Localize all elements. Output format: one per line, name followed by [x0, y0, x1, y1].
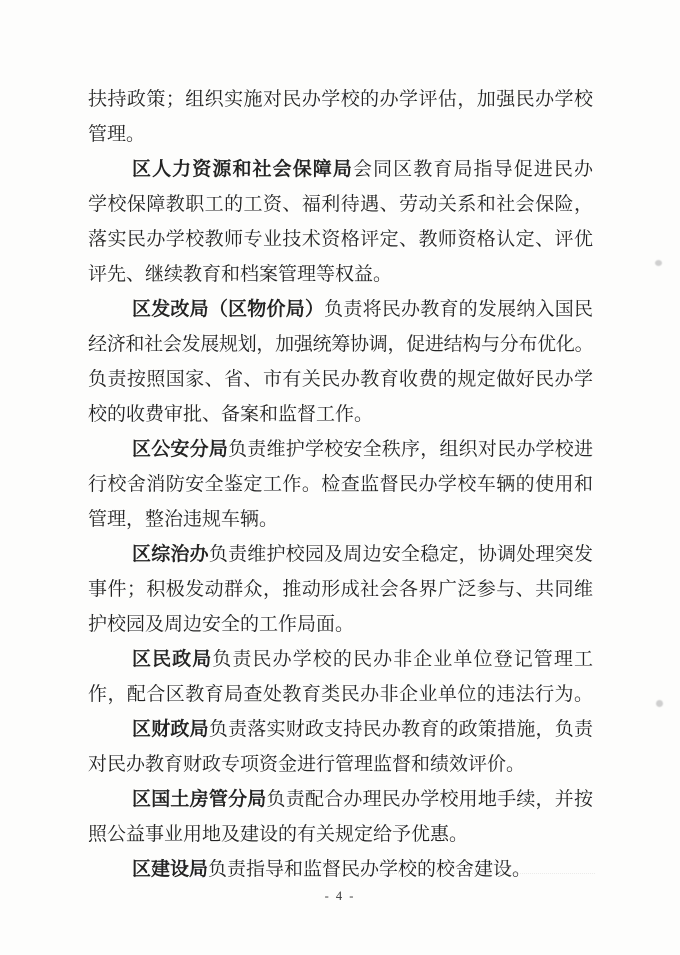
text-line: [88, 537, 593, 572]
line-text: 负责维护校园及周边安全稳定，协调处理突发: [208, 544, 593, 565]
line-text: 负责配合办理民办学校用地手续，并按: [266, 789, 593, 810]
line-text: 学校保障教职工的工资、福利待遇、劳动关系和社会保险，: [88, 194, 593, 215]
agency-name-bold: 区公安分局: [132, 439, 229, 460]
scan-smudge-artifact: [656, 700, 663, 707]
line-text: 校的收费审批、备案和监督工作。: [88, 404, 374, 425]
line-text: 评先、继续教育和档案管理等权益。: [88, 264, 393, 285]
agency-name-bold: 区人力资源和社会保障局: [132, 159, 353, 180]
page-number: - 4 -: [324, 889, 356, 903]
line-text: 照公益事业用地及建设的有关规定给予优惠。: [88, 824, 469, 845]
line-text: 扶持政策；组织实施对民办学校的办学评估，加强民办学校: [88, 89, 593, 110]
agency-name-bold: 区综治办: [132, 544, 209, 565]
line-text: 负责民办学校的民办非企业单位登记管理工: [212, 649, 593, 670]
scan-streak-artifact: [250, 873, 595, 875]
line-text: 负责落实财政支持民办教育的政策措施，负责: [208, 719, 593, 740]
text-line: [88, 502, 593, 537]
text-line: [88, 222, 593, 257]
agency-name-bold: 区发改局（区物价局）: [132, 299, 325, 320]
text-line: [88, 467, 593, 502]
text-line: [88, 292, 593, 327]
text-line: [88, 327, 593, 362]
agency-name-bold: 区国土房管分局: [132, 789, 267, 810]
text-line: [88, 257, 593, 292]
line-text: 管理。: [88, 124, 146, 145]
document-body: [88, 82, 593, 887]
agency-name-bold: 区建设局: [132, 859, 209, 880]
agency-name-bold: 区财政局: [132, 719, 209, 740]
text-line: [88, 852, 593, 887]
line-text: 负责指导和监督民办学校的校舍建设。: [208, 859, 532, 880]
line-text: 负责维护学校安全秩序，组织对民办学校进: [228, 439, 593, 460]
line-text: 负责按照国家、省、市有关民办教育收费的规定做好民办学: [88, 369, 593, 390]
agency-name-bold: 区民政局: [132, 649, 213, 670]
text-line: [88, 152, 593, 187]
text-line: [88, 817, 593, 852]
text-line: [88, 642, 593, 677]
text-line: [88, 677, 593, 712]
text-line: [88, 712, 593, 747]
line-text: 行校舍消防安全鉴定工作。检查监督民办学校车辆的使用和: [88, 474, 593, 495]
text-line: [88, 82, 593, 117]
line-text: 护校园及周边安全的工作局面。: [88, 614, 355, 635]
text-line: [88, 572, 593, 607]
text-line: [88, 607, 593, 642]
text-line: [88, 747, 593, 782]
line-text: 经济和社会发展规划，加强统筹协调，促进结构与分布优化。: [88, 334, 593, 355]
text-line: [88, 397, 593, 432]
line-text: 作，配合区教育局查处教育类民办非企业单位的违法行为。: [88, 684, 593, 705]
text-line: [88, 432, 593, 467]
text-line: [88, 362, 593, 397]
text-line: [88, 782, 593, 817]
line-text: 会同区教育局指导促进民办: [353, 159, 593, 180]
text-line: [88, 187, 593, 222]
line-text: 管理，整治违规车辆。: [88, 509, 279, 530]
scan-smudge-artifact: [655, 260, 662, 266]
page-footer: [0, 889, 680, 904]
line-text: 事件；积极发动群众，推动形成社会各界广泛参与、共同维: [88, 579, 593, 600]
line-text: 落实民办学校教师专业技术资格评定、教师资格认定、评优: [88, 229, 593, 250]
text-line: [88, 117, 593, 152]
line-text: 负责将民办教育的发展纳入国民: [324, 299, 593, 320]
line-text: 对民办教育财政专项资金进行管理监督和绩效评价。: [88, 754, 526, 775]
